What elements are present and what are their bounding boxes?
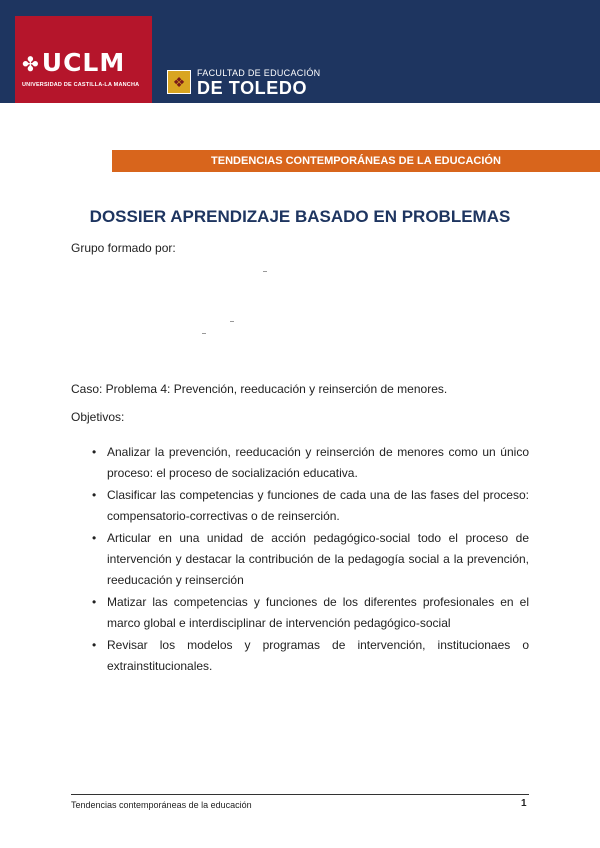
faculty-name-line1: FACULTAD DE EDUCACIÓN <box>197 68 321 78</box>
uclm-emblem-icon: ✤ <box>22 52 40 76</box>
footer-divider <box>71 794 529 795</box>
objective-text: Articular en una unidad de acción pedagógico-social todo el proceso de intervención y destacar la contribución de la pedagogía social a la prevención, reeducación y reinserción <box>107 531 529 587</box>
footer-text: Tendencias contemporáneas de la educación <box>71 800 252 810</box>
faculty-name-line2: DE TOLEDO <box>197 78 308 98</box>
bullet-icon: • <box>92 638 97 652</box>
objective-text: Revisar los modelos y programas de intervención, institucionaes o extrainstitucionales. <box>107 638 529 673</box>
faculty-emblem-icon: ❖ <box>167 70 191 94</box>
objectives-list <box>92 442 529 678</box>
uclm-logo <box>22 48 125 77</box>
redacted-mark <box>202 333 206 334</box>
case-text: Caso: Problema 4: Prevención, reeducación y reinserción de menores. <box>71 382 448 396</box>
objective-text: Matizar las competencias y funciones de los diferentes profesionales en el marco global e interdisciplinar de intervención pedagógico-social <box>107 595 529 630</box>
bullet-icon: • <box>92 531 97 545</box>
group-label: Grupo formado por: <box>71 241 176 255</box>
objective-text: Clasificar las competencias y funciones de cada una de las fases del proceso: compensatorio-correctivas o de reinserción. <box>107 488 529 523</box>
list-item <box>92 635 529 677</box>
redacted-mark <box>263 271 267 272</box>
list-item <box>92 442 529 484</box>
course-band: TENDENCIAS CONTEMPORÁNEAS DE LA EDUCACIÓN <box>112 150 600 172</box>
list-item <box>92 485 529 527</box>
bullet-icon: • <box>92 488 97 502</box>
uclm-logo-text: UCLM <box>41 48 126 77</box>
uclm-subtitle: UNIVERSIDAD DE CASTILLA-LA MANCHA <box>22 82 140 88</box>
list-item <box>92 528 529 591</box>
redacted-mark <box>230 321 234 322</box>
objective-text: Analizar la prevención, reeducación y reinserción de menores como un único proceso: el proceso de socialización educativa. <box>107 445 529 480</box>
bullet-icon: • <box>92 445 97 459</box>
objectives-label: Objetivos: <box>71 410 125 424</box>
bullet-icon: • <box>92 595 97 609</box>
list-item <box>92 592 529 634</box>
document-title: DOSSIER APRENDIZAJE BASADO EN PROBLEMAS <box>89 207 511 226</box>
page-number: 1 <box>521 798 527 809</box>
